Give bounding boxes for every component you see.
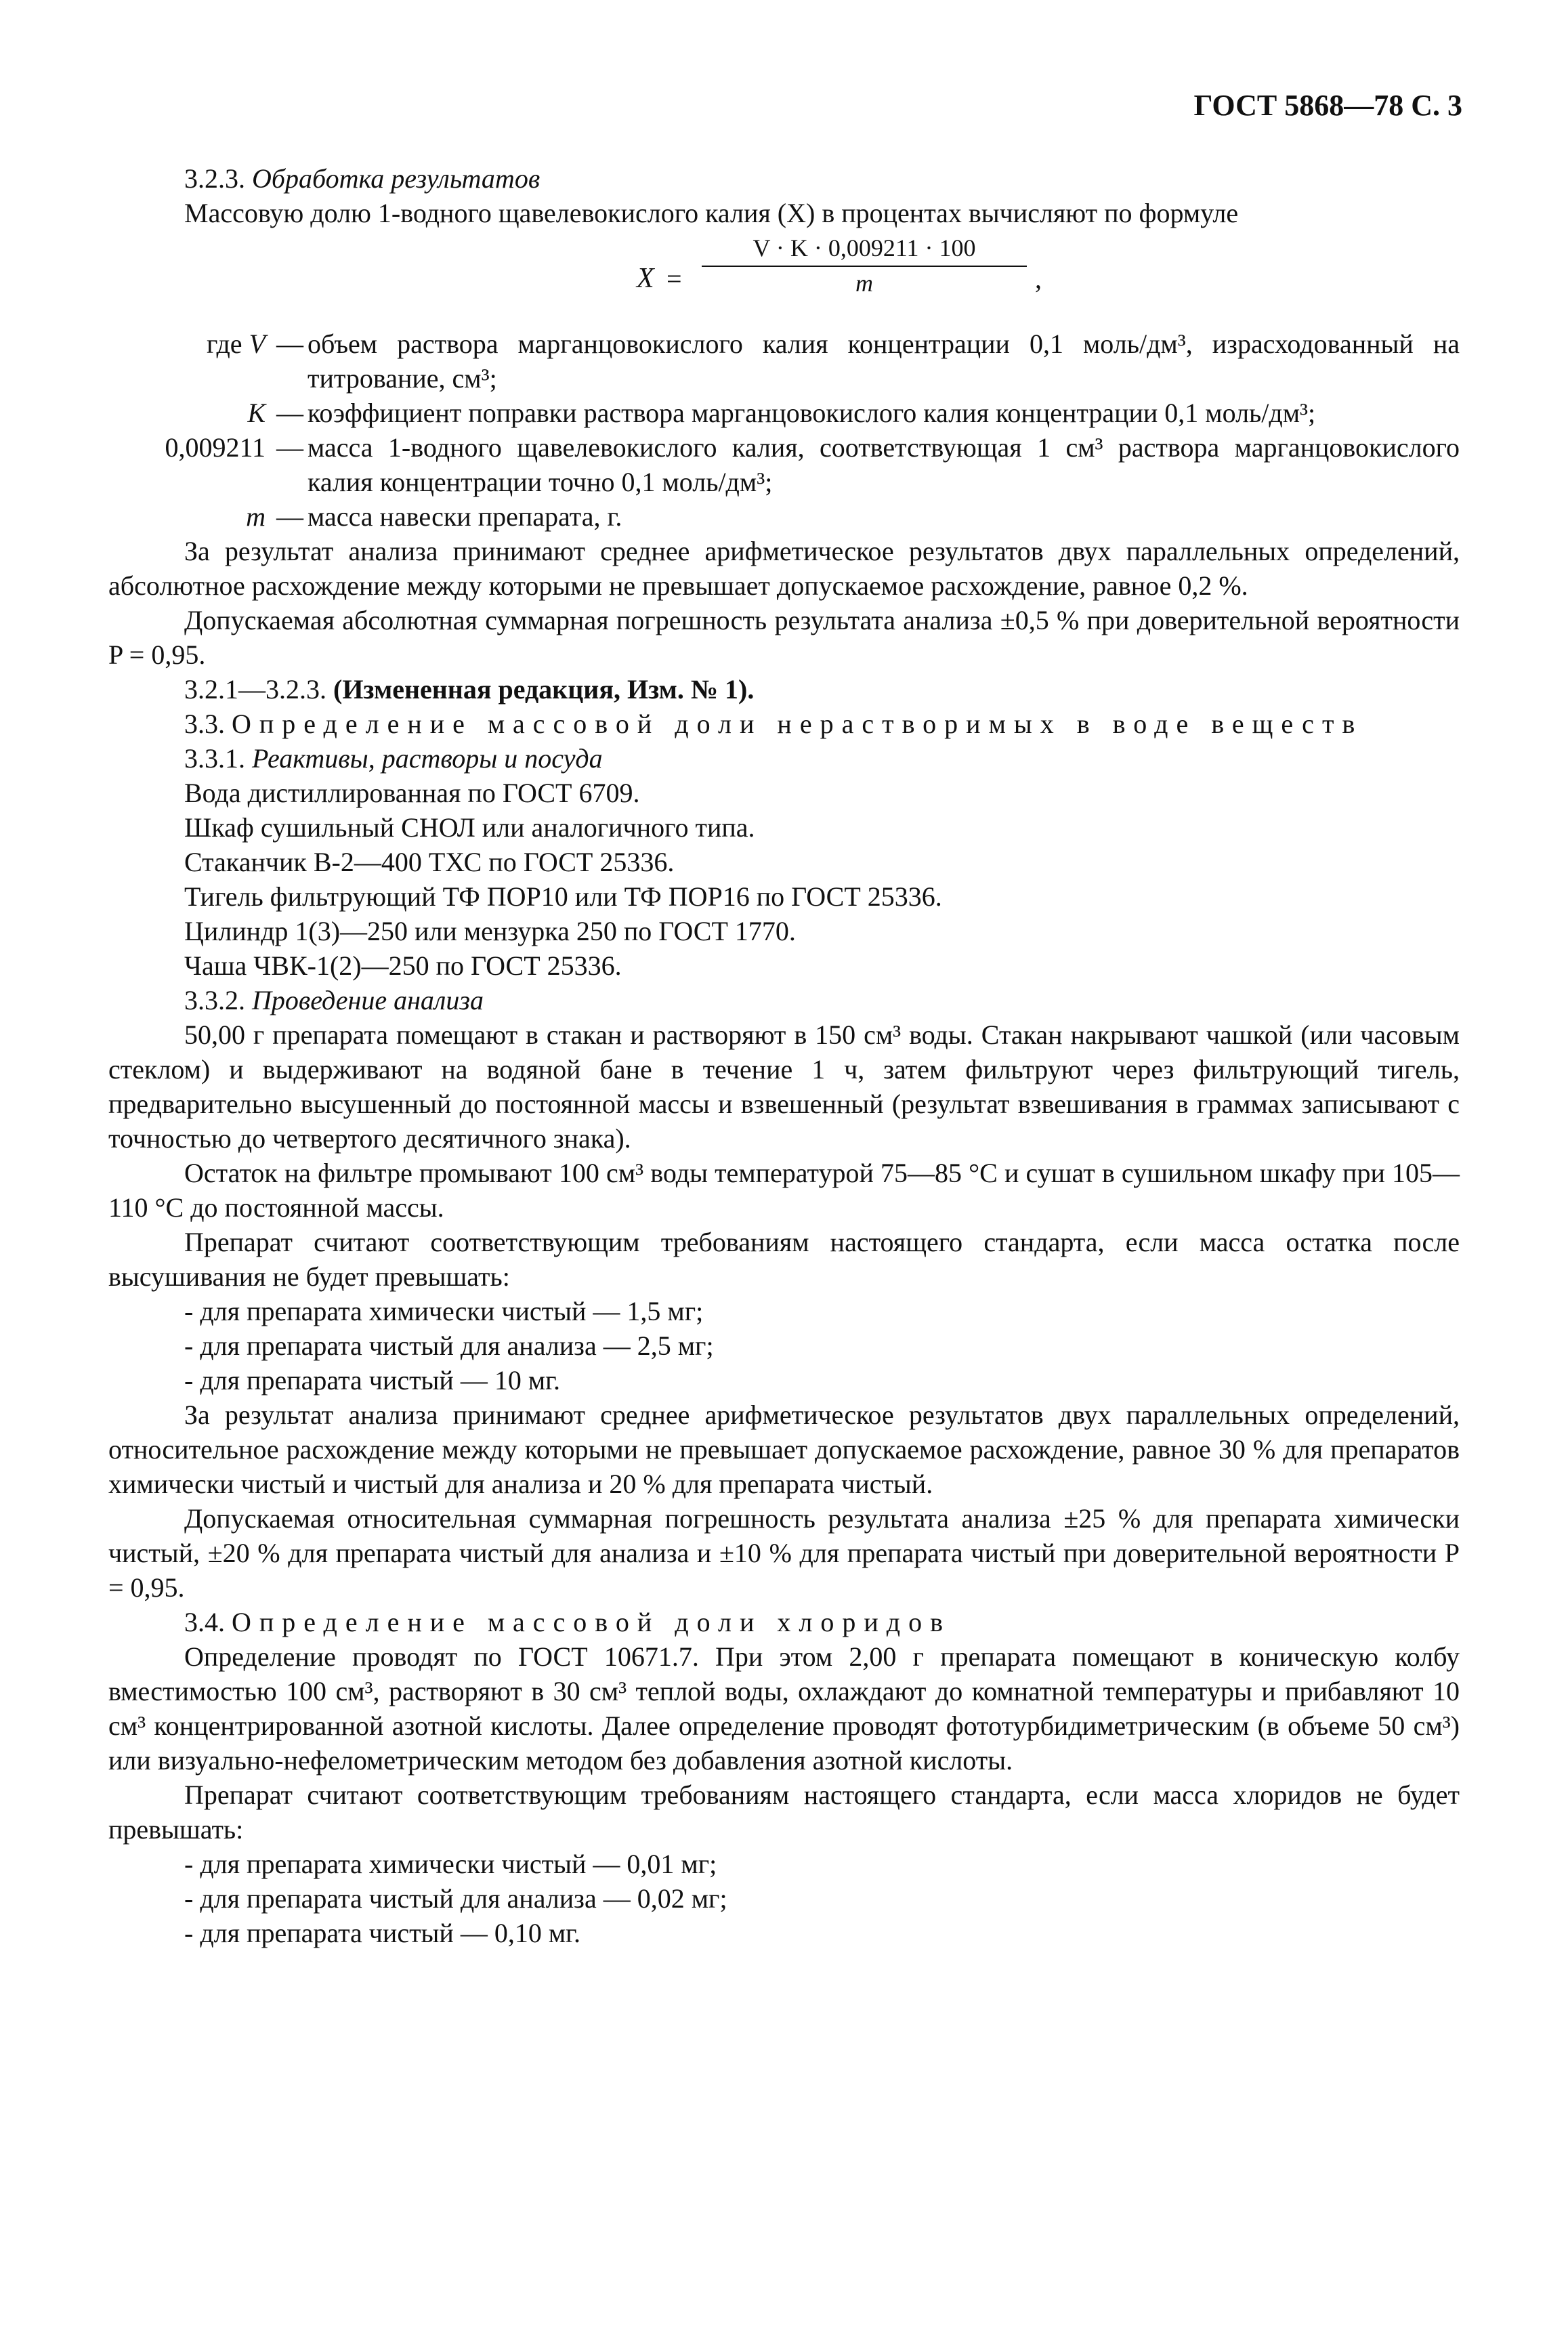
definition-row xyxy=(108,396,1460,430)
formula-intro: Массовую долю 1-водного щавелевокислого калия (X) в процентах вычисляют по формуле xyxy=(184,198,1239,228)
reagent-item: Тигель фильтрующий ТФ ПОР10 или ТФ ПОР16 по ГОСТ 25336. xyxy=(184,881,942,912)
reagent-item: Цилиндр 1(3)—250 или мензурка 250 по ГОСТ 1770. xyxy=(184,916,796,946)
definition-dash: — xyxy=(276,329,303,359)
variable-definitions xyxy=(108,327,1460,534)
procedure-paragraph: Остаток на фильтре промывают 100 см³ воды температурой 75—85 °С и сушат в сушильном шкафу при 105—110 °С до постоянной массы. xyxy=(108,1158,1460,1223)
result-paragraph-1: За результат анализа принимают среднее арифметическое результатов двух параллельных определений, абсолютное расхождение между которыми не превышает допускаемое расхождение, равное 0,2 %. xyxy=(108,536,1460,601)
section-3-3-2-heading xyxy=(108,983,1460,1017)
definition-symbol: K xyxy=(247,398,266,428)
reagent-item: Стаканчик В-2—400 ТХС по ГОСТ 25336. xyxy=(184,847,675,877)
section-title: Реактивы, растворы и посуда xyxy=(252,743,603,774)
edit-note-range: 3.2.1—3.2.3. xyxy=(184,674,326,705)
limit-item: - для препарата чистый — 0,10 мг. xyxy=(184,1918,581,1948)
section-number: 3.3. xyxy=(184,709,225,739)
definition-row xyxy=(108,430,1460,499)
definition-row xyxy=(108,327,1460,396)
reagent-item: Вода дистиллированная по ГОСТ 6709. xyxy=(184,778,640,808)
definition-row xyxy=(108,499,1460,534)
section-number: 3.3.2. xyxy=(184,985,245,1015)
limit-item: - для препарата чистый для анализа — 2,5 мг; xyxy=(184,1330,714,1361)
definition-symbol: где V xyxy=(207,329,266,359)
formula-denominator: m xyxy=(855,270,873,297)
page-header: ГОСТ 5868—78 С. 3 xyxy=(1193,89,1462,122)
result-paragraph-2: За результат анализа принимают среднее арифметическое результатов двух параллельных определений, относительное расхождение между которыми не превышает допускаемое расхождение, равное 30 % для препаратов химически чистый и чистый для анализа и 20 % для препарата чистый. xyxy=(108,1400,1460,1499)
edit-note xyxy=(108,672,1460,707)
section-title: Проведение анализа xyxy=(252,985,484,1015)
section-3-3-heading xyxy=(108,707,1460,741)
definition-text: масса навески препарата, г. xyxy=(308,501,622,532)
section-number: 3.3.1. xyxy=(184,743,245,774)
formula-fraction xyxy=(702,233,1027,298)
reagent-item: Шкаф сушильный СНОЛ или аналогичного типа. xyxy=(184,812,755,843)
formula xyxy=(108,233,1460,322)
section-title: Обработка результатов xyxy=(252,163,541,194)
definition-text: коэффициент поправки раствора марганцовокислого калия концентрации 0,1 моль/дм³; xyxy=(308,398,1316,428)
section-title: Определение массовой доли нерастворимых в воде веществ xyxy=(232,709,1363,739)
definition-text: масса 1-водного щавелевокислого калия, соответствующая 1 см³ раствора марганцовокислого калия концентрации точно 0,1 моль/дм³; xyxy=(308,432,1460,497)
error-paragraph-2: Допускаемая относительная суммарная погрешность результата анализа ±25 % для препарата химически чистый, ±20 % для препарата чистый для анализа и ±10 % для препарата чистый при доверительной вероятности P = 0,95. xyxy=(108,1503,1460,1603)
definition-dash: — xyxy=(276,398,303,428)
error-paragraph-1: Допускаемая абсолютная суммарная погрешность результата анализа ±0,5 % при доверительной вероятности P = 0,95. xyxy=(108,605,1460,670)
formula-lhs: X xyxy=(637,263,654,294)
limit-item: - для препарата химически чистый — 0,01 мг; xyxy=(184,1849,717,1879)
section-number: 3.4. xyxy=(184,1607,225,1637)
limit-item: - для препарата чистый для анализа — 0,02 мг; xyxy=(184,1883,727,1914)
definition-dash: — xyxy=(276,501,303,532)
section-3-2-3-heading xyxy=(108,161,1460,196)
edit-note-text: (Измененная редакция, Изм. № 1). xyxy=(333,674,755,705)
section-number: 3.2.3. xyxy=(184,163,245,194)
formula-equals: = xyxy=(666,264,682,294)
page-content xyxy=(108,161,1460,1950)
procedure-paragraph: Препарат считают соответствующим требованиям настоящего стандарта, если масса остатка после высушивания не будет превышать: xyxy=(108,1227,1460,1292)
definition-symbol: m xyxy=(246,501,266,532)
definition-dash: — xyxy=(276,432,303,463)
limit-item: - для препарата чистый — 10 мг. xyxy=(184,1365,561,1395)
procedure-paragraph: 50,00 г препарата помещают в стакан и растворяют в 150 см³ воды. Стакан накрывают чашкой (или часовым стеклом) и выдерживают на водяной бане в течение 1 ч, затем фильтруют через фильтрующий тигель, предварительно высушенный до постоянной массы и взвешенный (результат взвешивания в граммах записывают с точностью до четвертого десятичного знака). xyxy=(108,1020,1460,1154)
limit-item: - для препарата химически чистый — 1,5 мг; xyxy=(184,1296,704,1326)
formula-numerator: V · K · 0,009211 · 100 xyxy=(702,233,1027,267)
chloride-paragraph: Препарат считают соответствующим требованиям настоящего стандарта, если масса хлоридов не будет превышать: xyxy=(108,1780,1460,1845)
definition-text: объем раствора марганцовокислого калия концентрации 0,1 моль/дм³, израсходованный на титрование, см³; xyxy=(308,329,1460,394)
section-title: Определение массовой доли хлоридов xyxy=(232,1607,952,1637)
chloride-paragraph: Определение проводят по ГОСТ 10671.7. При этом 2,00 г препарата помещают в коническую колбу вместимостью 100 см³, растворяют в 30 см³ теплой воды, охлаждают до комнатной температуры и прибавляют 10 см³ концентрированной азотной кислоты. Далее определение проводят фототурбидиметрическим (в объеме 50 см³) или визуально-нефелометрическим методом без добавления азотной кислоты. xyxy=(108,1641,1460,1776)
definition-symbol: 0,009211 xyxy=(165,432,266,463)
formula-trail: , xyxy=(1035,264,1042,294)
section-3-3-1-heading xyxy=(108,741,1460,776)
reagent-item: Чаша ЧВК-1(2)—250 по ГОСТ 25336. xyxy=(184,950,622,981)
section-3-4-heading xyxy=(108,1605,1460,1639)
